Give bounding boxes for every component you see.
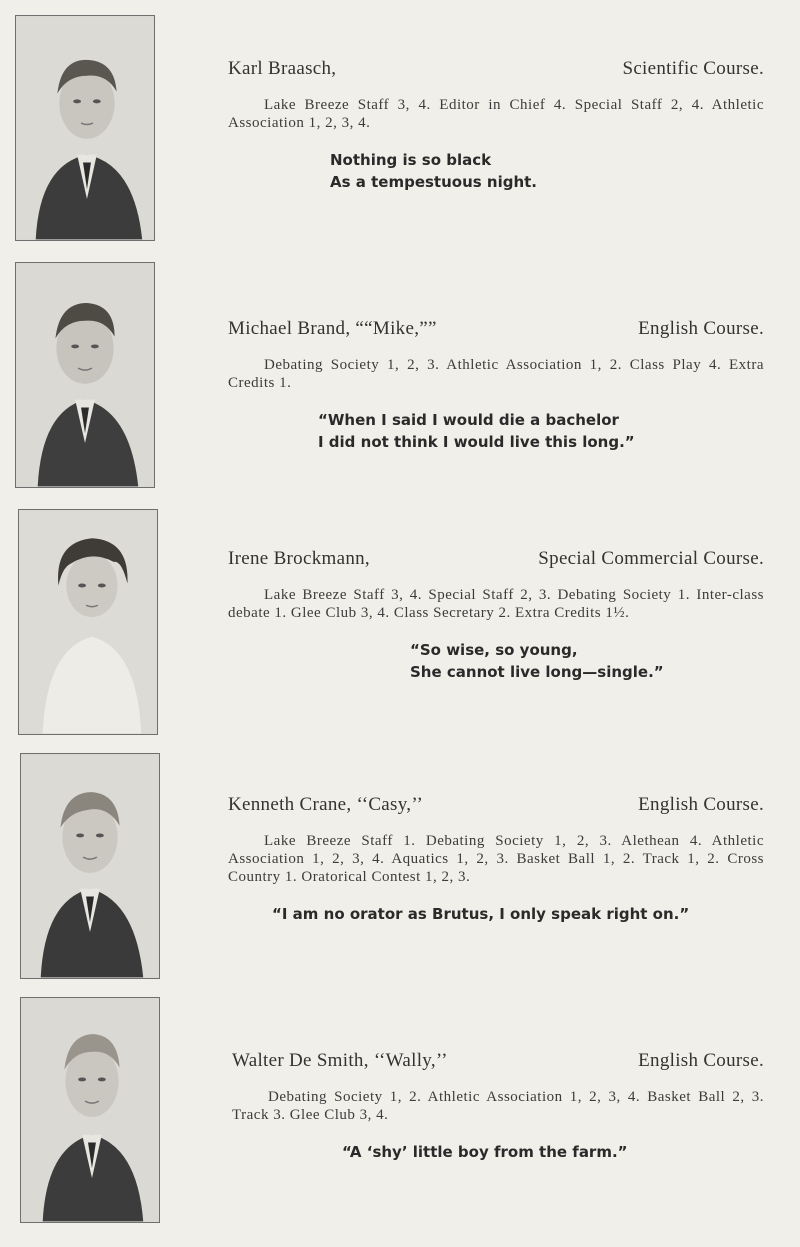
activities-text: Lake Breeze Staff 1. Debating Society 1, 2, 3. Alethean 4. Athletic Association 1, 2, 3, 4. Aquatics 1, 2, 3. Basket Ball 1, 2. Track 1, 2. Cross Country 1. Oratorical Contest 1, 2, 3. [228,833,764,885]
portrait-michael-brand [15,262,155,488]
portrait-irene-brockmann [18,509,158,735]
course-name: English Course. [638,794,764,815]
name-line [232,1050,764,1074]
name-line [228,318,764,342]
quote-line: Nothing is so black [330,151,492,169]
portrait-walter-de-smith [20,997,160,1223]
quote-line: I did not think I would live this long.” [318,433,635,451]
quote-line: “So wise, so young, [410,641,578,659]
portrait-photo-3 [19,510,157,734]
quote-line: “I am no orator as Brutus, I only speak right on.” [272,905,690,923]
entry-kenneth-crane [228,794,764,925]
senior-quote [272,903,764,925]
student-name: Karl Braasch, [228,58,337,79]
senior-quote [410,639,764,683]
portrait-photo-1 [16,16,154,240]
student-name: Irene Brockmann, [228,548,370,569]
course-name: English Course. [638,1050,764,1071]
entry-karl-braasch [228,58,764,193]
name-line [228,58,764,82]
quote-line: “A ‘shy’ little boy from the farm.” [342,1143,628,1161]
student-name: Michael Brand, ““Mike,”” [228,318,437,339]
entry-michael-brand [228,318,764,453]
course-name: Special Commercial Course. [538,548,764,569]
senior-quote [342,1141,764,1163]
student-name: Walter De Smith, ‘‘Wally,’’ [232,1050,448,1071]
name-line [228,548,764,572]
course-name: English Course. [638,318,764,339]
activities-text: Lake Breeze Staff 3, 4. Editor in Chief 4. Special Staff 2, 4. Athletic Association 1, 2, 3, 4. [228,97,764,131]
activities-text: Lake Breeze Staff 3, 4. Special Staff 2, 3. Debating Society 1. Inter-class debate 1. Glee Club 3, 4. Class Secretary 2. Extra Credits 1½. [228,587,764,621]
senior-quote [318,409,764,453]
entry-walter-de-smith [232,1050,764,1163]
activities-text: Debating Society 1, 2. Athletic Association 1, 2, 3, 4. Basket Ball 2, 3. Track 3. Glee Club 3, 4. [232,1089,764,1123]
portrait-photo-5 [21,998,159,1222]
senior-quote [330,149,764,193]
name-line [228,794,764,818]
portrait-photo-4 [21,754,159,978]
student-name: Kenneth Crane, ‘‘Casy,’’ [228,794,424,815]
entry-irene-brockmann [228,548,764,683]
portrait-photo-2 [16,263,154,487]
portrait-karl-braasch [15,15,155,241]
portrait-kenneth-crane [20,753,160,979]
activities-text: Debating Society 1, 2, 3. Athletic Association 1, 2. Class Play 4. Extra Credits 1. [228,357,764,391]
quote-line: “When I said I would die a bachelor [318,411,619,429]
quote-line: As a tempestuous night. [330,173,538,191]
quote-line: She cannot live long—single.” [410,663,664,681]
course-name: Scientific Course. [622,58,764,79]
